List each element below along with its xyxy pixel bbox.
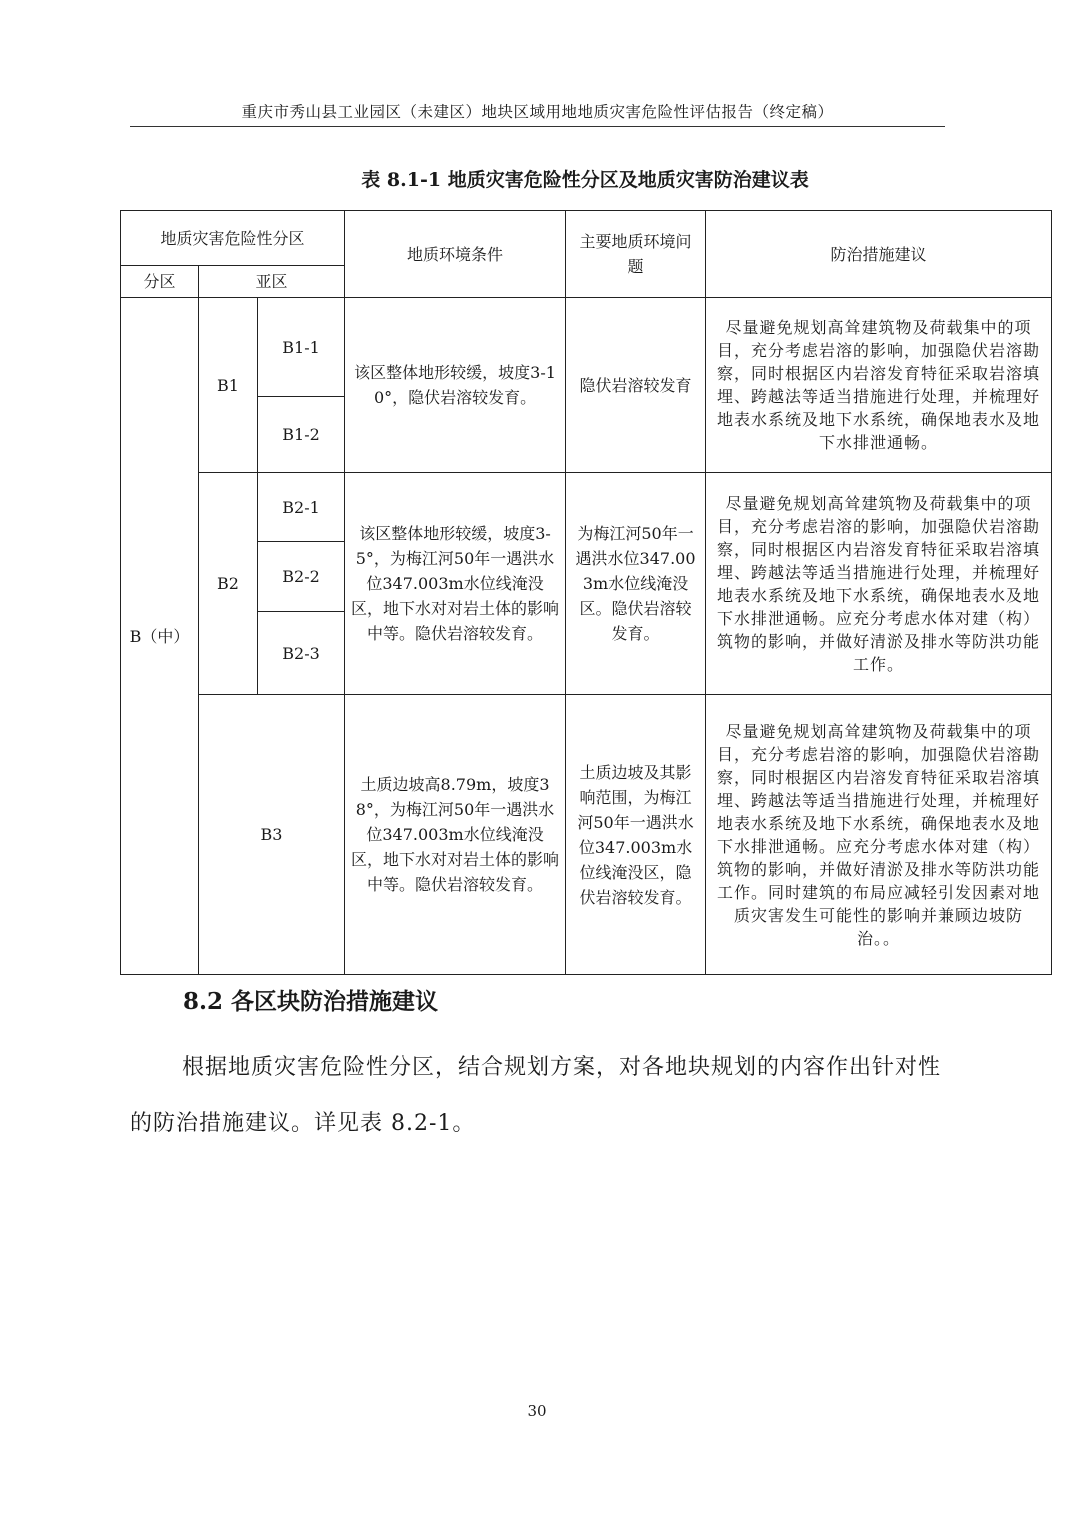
conditions-b1: 该区整体地形较缓，坡度3-10°，隐伏岩溶较发育。	[345, 298, 566, 473]
subzone-b2-1: B2-1	[258, 473, 345, 542]
hazard-zoning-table	[120, 210, 1052, 975]
table-row	[121, 473, 1052, 542]
page-number: 30	[527, 1402, 547, 1420]
subzone-b3: B3	[199, 695, 345, 975]
document-header: 重庆市秀山县工业园区（未建区）地块区域用地地质灾害危险性评估报告（终定稿）	[130, 100, 945, 127]
measures-b3: 尽量避免规划高耸建筑物及荷载集中的项目，充分考虑岩溶的影响，加强隐伏岩溶勘察，同时根据区内岩溶发育特征采取岩溶填埋、跨越法等适当措施进行处理，并梳理好地表水系统及地下水系统，确保地表水及地下水排泄通畅。应充分考虑水体对建（构）筑物的影响，并做好清淤及排水等防洪功能工作。同时建筑的布局应减轻引发因素对地质灾害发生可能性的影响并兼顾边坡防治。。	[706, 695, 1052, 975]
body-paragraph: 根据地质灾害危险性分区，结合规划方案，对各地块规划的内容作出针对性的防治措施建议。详见表 8.2-1。	[130, 1055, 942, 1136]
problems-b2: 为梅江河50年一遇洪水位347.003m水位线淹没区。隐伏岩溶较发育。	[566, 473, 706, 695]
zone-b-cell: B（中）	[121, 298, 199, 975]
subzone-b2-3: B2-3	[258, 612, 345, 695]
subzone-b1: B1	[199, 298, 258, 473]
subzone-b1-1: B1-1	[258, 298, 345, 397]
problems-b1: 隐伏岩溶较发育	[566, 298, 706, 473]
table-header-row	[121, 211, 1052, 266]
problems-b3: 土质边坡及其影响范围，为梅江河50年一遇洪水位347.003m水位线淹没区，隐伏岩溶较发育。	[566, 695, 706, 975]
table-caption: 表 8.1-1 地质灾害危险性分区及地质灾害防治建议表	[361, 169, 809, 191]
subzone-b1-2: B1-2	[258, 397, 345, 473]
table-row	[121, 695, 1052, 975]
header-subzone: 亚区	[199, 266, 345, 298]
section-heading: 8.2 各区块防治措施建议	[183, 988, 439, 1015]
header-problems: 主要地质环境问题	[566, 211, 706, 298]
subzone-b2-2: B2-2	[258, 542, 345, 612]
subzone-b2: B2	[199, 473, 258, 695]
conditions-b3: 土质边坡高8.79m，坡度38°，为梅江河50年一遇洪水位347.003m水位线淹没区，地下水对对岩土体的影响中等。隐伏岩溶较发育。	[345, 695, 566, 975]
table-row	[121, 298, 1052, 397]
conditions-b2: 该区整体地形较缓，坡度3-5°，为梅江河50年一遇洪水位347.003m水位线淹没区，地下水对对岩土体的影响中等。隐伏岩溶较发育。	[345, 473, 566, 695]
header-conditions: 地质环境条件	[345, 211, 566, 298]
header-zone: 分区	[121, 266, 199, 298]
measures-b1: 尽量避免规划高耸建筑物及荷载集中的项目，充分考虑岩溶的影响，加强隐伏岩溶勘察，同时根据区内岩溶发育特征采取岩溶填埋、跨越法等适当措施进行处理，并梳理好地表水系统及地下水系统，确保地表水及地下水排泄通畅。	[706, 298, 1052, 473]
header-zoning: 地质灾害危险性分区	[121, 211, 345, 266]
measures-b2: 尽量避免规划高耸建筑物及荷载集中的项目，充分考虑岩溶的影响，加强隐伏岩溶勘察，同时根据区内岩溶发育特征采取岩溶填埋、跨越法等适当措施进行处理，并梳理好地表水系统及地下水系统，确保地表水及地下水排泄通畅。应充分考虑水体对建（构）筑物的影响，并做好清淤及排水等防洪功能工作。	[706, 473, 1052, 695]
header-measures: 防治措施建议	[706, 211, 1052, 298]
